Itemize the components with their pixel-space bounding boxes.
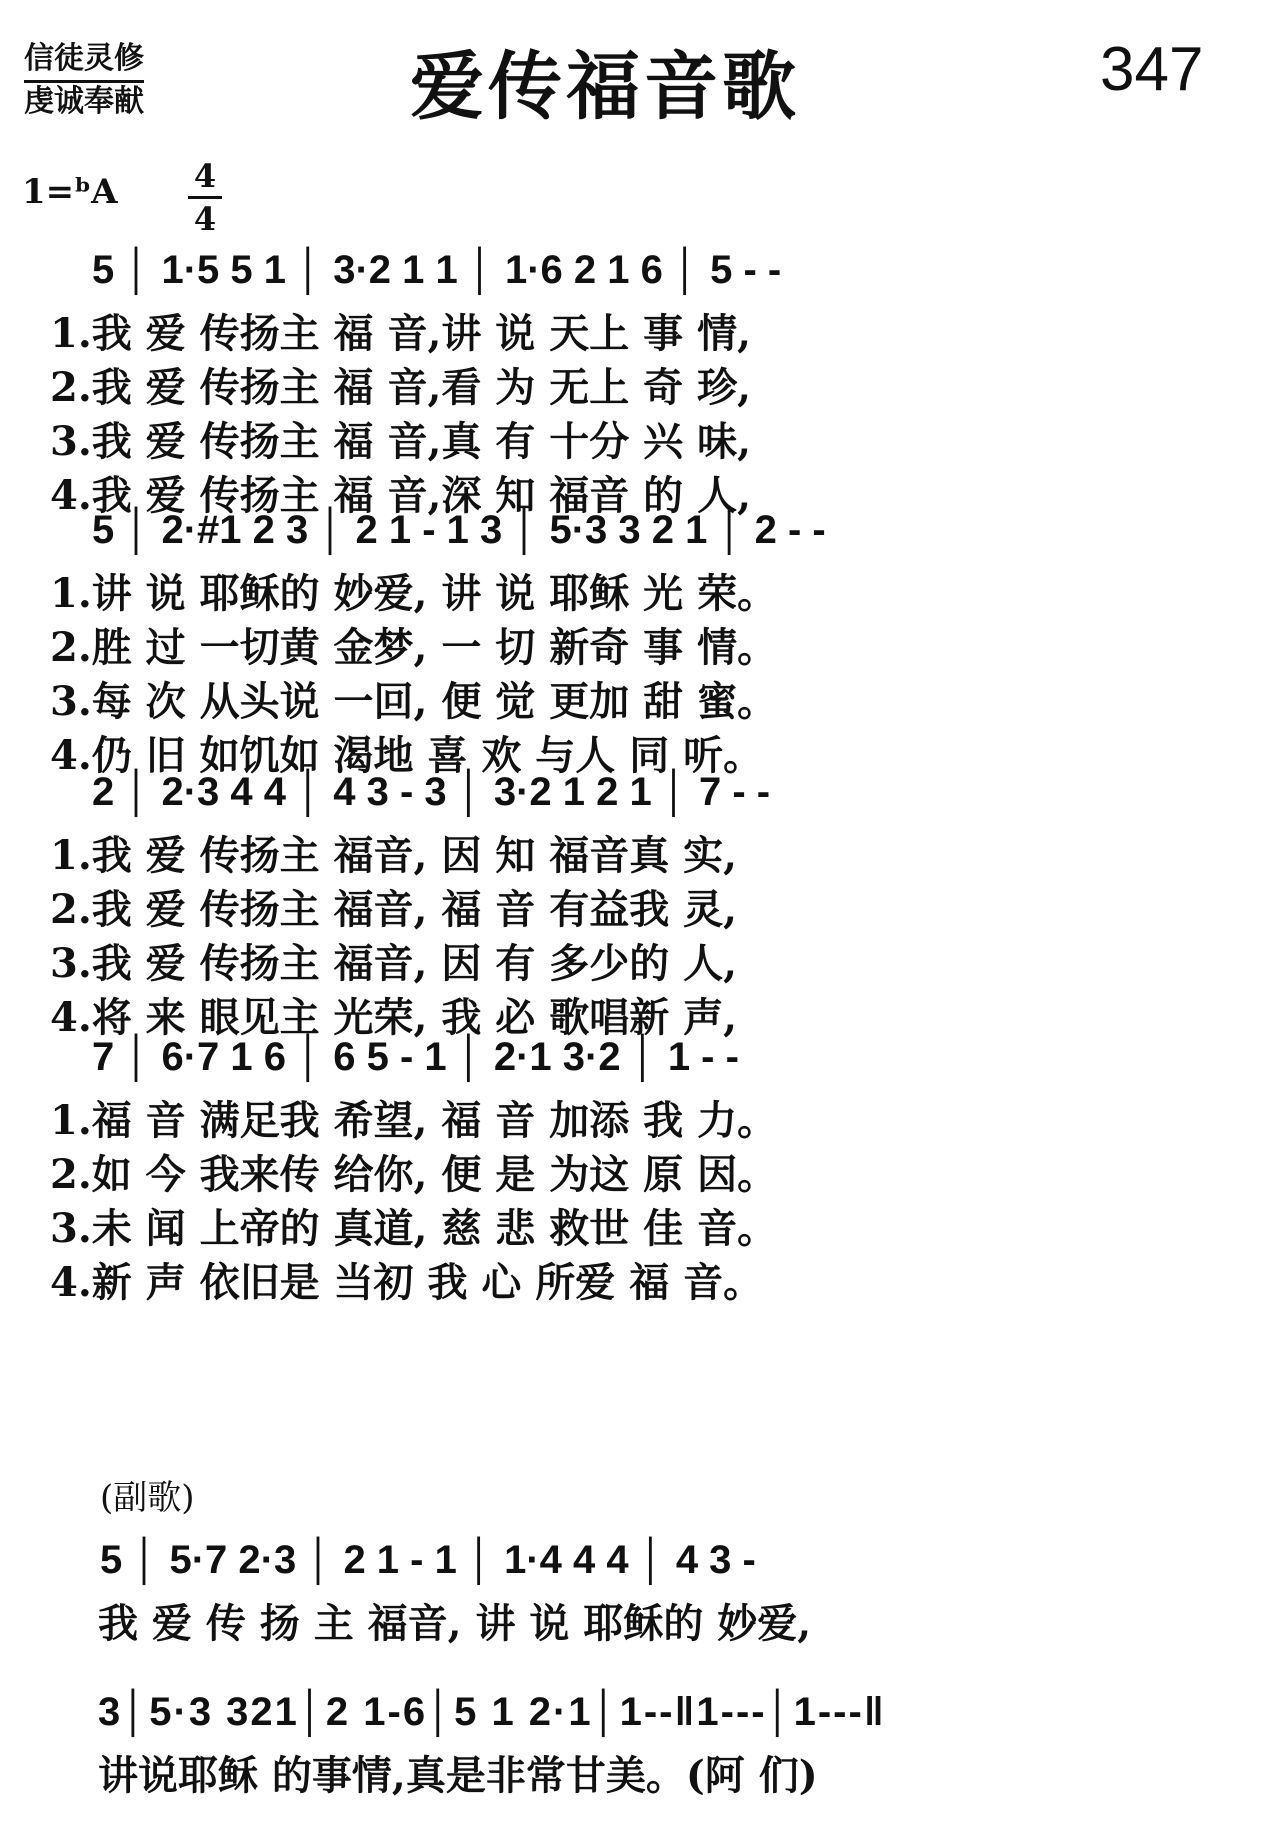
lyric-verse-1: 1.福 音 满足我 希望, 福 音 加添 我 力。 (50, 1097, 778, 1144)
notation-line-3 (0, 760, 1280, 830)
lyric-verse-2: 2.胜 过 一切黄 金梦, 一 切 新奇 事 情。 (50, 624, 778, 671)
lyric-verse-3: 3.我 爱 传扬主 福音, 因 有 多少的 人, (50, 940, 738, 987)
lyric-verse-1: 1.我 爱 传扬主 福 音,讲 说 天上 事 情, (50, 310, 752, 357)
header-left-line2: 虔诚奉献 (24, 84, 144, 119)
lyric-verse-2: 2.我 爱 传扬主 福 音,看 为 无上 奇 珍, (50, 364, 752, 411)
music-system-2 (0, 498, 1280, 784)
lyric-verse-2: 2.如 今 我来传 给你, 便 是 为这 原 因。 (50, 1151, 778, 1198)
music-system-3 (0, 760, 1280, 1046)
notation-line-2 (0, 498, 1280, 568)
time-signature (188, 158, 222, 237)
notation-text: 2 │ 2·3 4 4 │ 4 3 - 3 │ 3·2 1 2 1 │ 7 - - (92, 770, 771, 814)
lyric-verse-2: 2.我 爱 传扬主 福音, 福 音 有益我 灵, (50, 886, 738, 933)
notation-text: 7 │ 6·7 1 6 │ 6 5 - 1 │ 2·1 3·2 │ 1 - - (92, 1035, 739, 1079)
notation-line-4 (0, 1025, 1280, 1095)
lyric-verse-4: 4.新 声 依旧是 当初 我 心 所爱 福 音。 (50, 1259, 764, 1306)
refrain-lyric-1: 我 爱 传 扬 主 福音, 讲 说 耶稣的 妙爱, (98, 1600, 812, 1647)
refrain-system-1 (0, 1528, 1280, 1652)
header-left-line1: 信徒灵修 (24, 40, 144, 83)
notation-text: 3│5·3 321│2 1-6│5 1 2·1│1--‖1---│1---‖ (98, 1690, 886, 1734)
refrain-notation-2 (0, 1680, 1280, 1750)
refrain-notation-1 (0, 1528, 1280, 1598)
time-sig-bottom: 4 (193, 200, 217, 238)
lyric-verse-1: 1.我 爱 传扬主 福音, 因 知 福音真 实, (50, 832, 738, 879)
lyric-verse-4: 4.将 来 眼见主 光荣, 我 必 歌唱新 声, (50, 994, 738, 1041)
lyric-verse-3: 3.每 次 从头说 一回, 便 觉 更加 甜 蜜。 (50, 678, 778, 725)
notation-text: 5 │ 5·7 2·3 │ 2 1 - 1 │ 1·4 4 4 │ 4 3 - (100, 1538, 756, 1582)
refrain-label: (副歌) (100, 1478, 195, 1518)
music-system-4 (0, 1025, 1280, 1311)
header-left (24, 40, 214, 121)
time-sig-divider (188, 196, 222, 199)
hymn-number: 347 (1100, 35, 1204, 104)
refrain-system-2 (0, 1680, 1280, 1804)
lyric-verse-4: 4.我 爱 传扬主 福 音,深 知 福音 的 人, (50, 472, 752, 519)
music-system-1 (0, 238, 1280, 524)
notation-text: 5 │ 2·#1 2 3 │ 2 1 - 1 3 │ 5·3 3 2 1 │ 2 - - (92, 508, 826, 552)
lyric-verse-3: 3.我 爱 传扬主 福 音,真 有 十分 兴 味, (50, 418, 752, 465)
notation-text: 5 │ 1·5 5 1 │ 3·2 1 1 │ 1·6 2 1 6 │ 5 - - (92, 248, 782, 292)
time-sig-top: 4 (193, 157, 217, 195)
hymn-title: 爱传福音歌 (410, 44, 800, 130)
lyric-verse-1: 1.讲 说 耶稣的 妙爱, 讲 说 耶稣 光 荣。 (50, 570, 778, 617)
lyric-verse-4: 4.仍 旧 如饥如 渴地 喜 欢 与人 同 听。 (50, 732, 764, 779)
lyric-verse-3: 3.未 闻 上帝的 真道, 慈 悲 救世 佳 音。 (50, 1205, 778, 1252)
refrain-lyric-2: 讲说耶稣 的事情,真是非常甘美。(阿 们) (98, 1752, 818, 1799)
key-signature: 1=ᵇA (22, 172, 118, 212)
notation-line-1 (0, 238, 1280, 308)
